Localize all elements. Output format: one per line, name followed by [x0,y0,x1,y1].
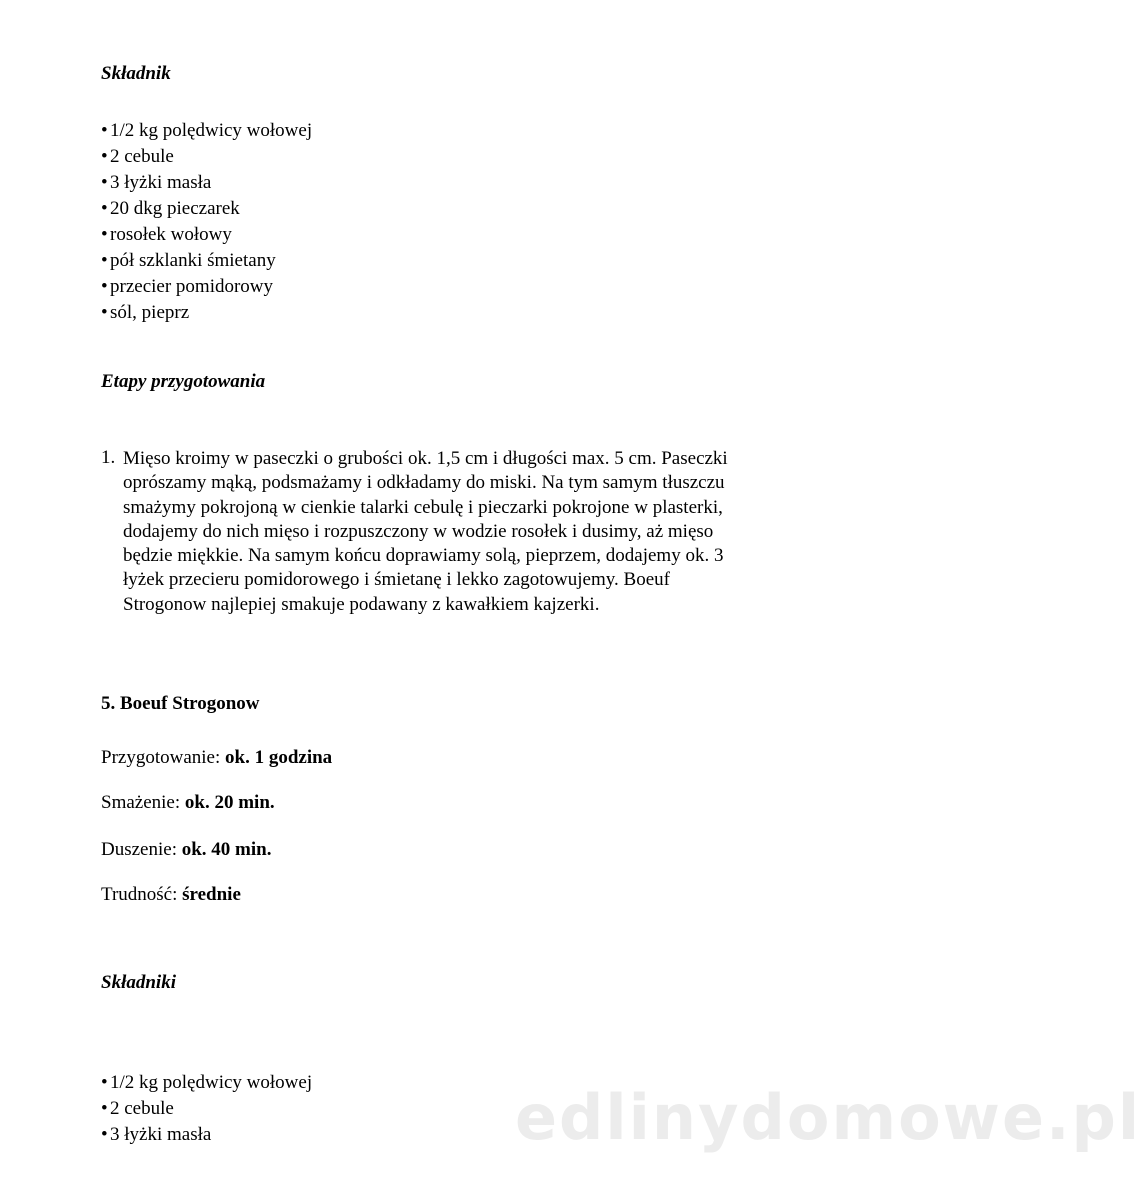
ingredients-list-2 [101,1070,312,1148]
list-item: • 3 łyżki masła [101,1124,212,1145]
list-item: • 3 łyżki masła [101,172,212,193]
list-item: • 20 dkg pieczarek [101,198,240,219]
list-item: • pół szklanki śmietany [101,250,276,271]
stew-time: Duszenie: ok. 40 min. [101,839,272,860]
ingredients-list [101,118,312,326]
ingredients-heading: Składnik [101,63,171,84]
list-item: • rosołek wołowy [101,224,232,245]
list-item: • 2 cebule [101,1098,174,1119]
preparation-heading: Etapy przygotowania [101,371,266,392]
watermark: edlinydomowe.pl [515,1081,1141,1154]
preparation-step [101,447,741,617]
fry-time: Smażenie: ok. 20 min. [101,792,275,813]
step-number: 1. [101,447,116,468]
list-item: • 1/2 kg polędwicy wołowej [101,1072,313,1093]
recipe-title: 5. Boeuf Strogonow [101,693,260,714]
step-text: Mięso kroimy w paseczki o grubości ok. 1,5 cm i długości max. 5 cm. Paseczki oprószamy mąką, podsmażamy i odkładamy do miski. Na tym samym tłuszczu smażymy pokrojoną w cienkie talarki cebulę i pieczarki pokrojone w plasterki, dodajemy do nich mięso i rozpuszczony w wodzie rosołek i dusimy, aż mięso będzie miękkie. Na samym końcu doprawiamy solą, pieprzem, dodajemy ok. 3 łyżek przecieru pomidorowego i śmietanę i lekko zagotowujemy. Boeuf Strogonow najlepiej smakuje podawany z kawałkiem kajzerki. [123,448,728,615]
prep-time: Przygotowanie: ok. 1 godzina [101,747,333,768]
list-item: • przecier pomidorowy [101,276,274,297]
list-item: • sól, pieprz [101,302,190,323]
list-item: • 2 cebule [101,146,174,167]
ingredients-heading-2: Składniki [101,972,176,993]
difficulty: Trudność: średnie [101,884,241,905]
list-item: • 1/2 kg polędwicy wołowej [101,120,313,141]
